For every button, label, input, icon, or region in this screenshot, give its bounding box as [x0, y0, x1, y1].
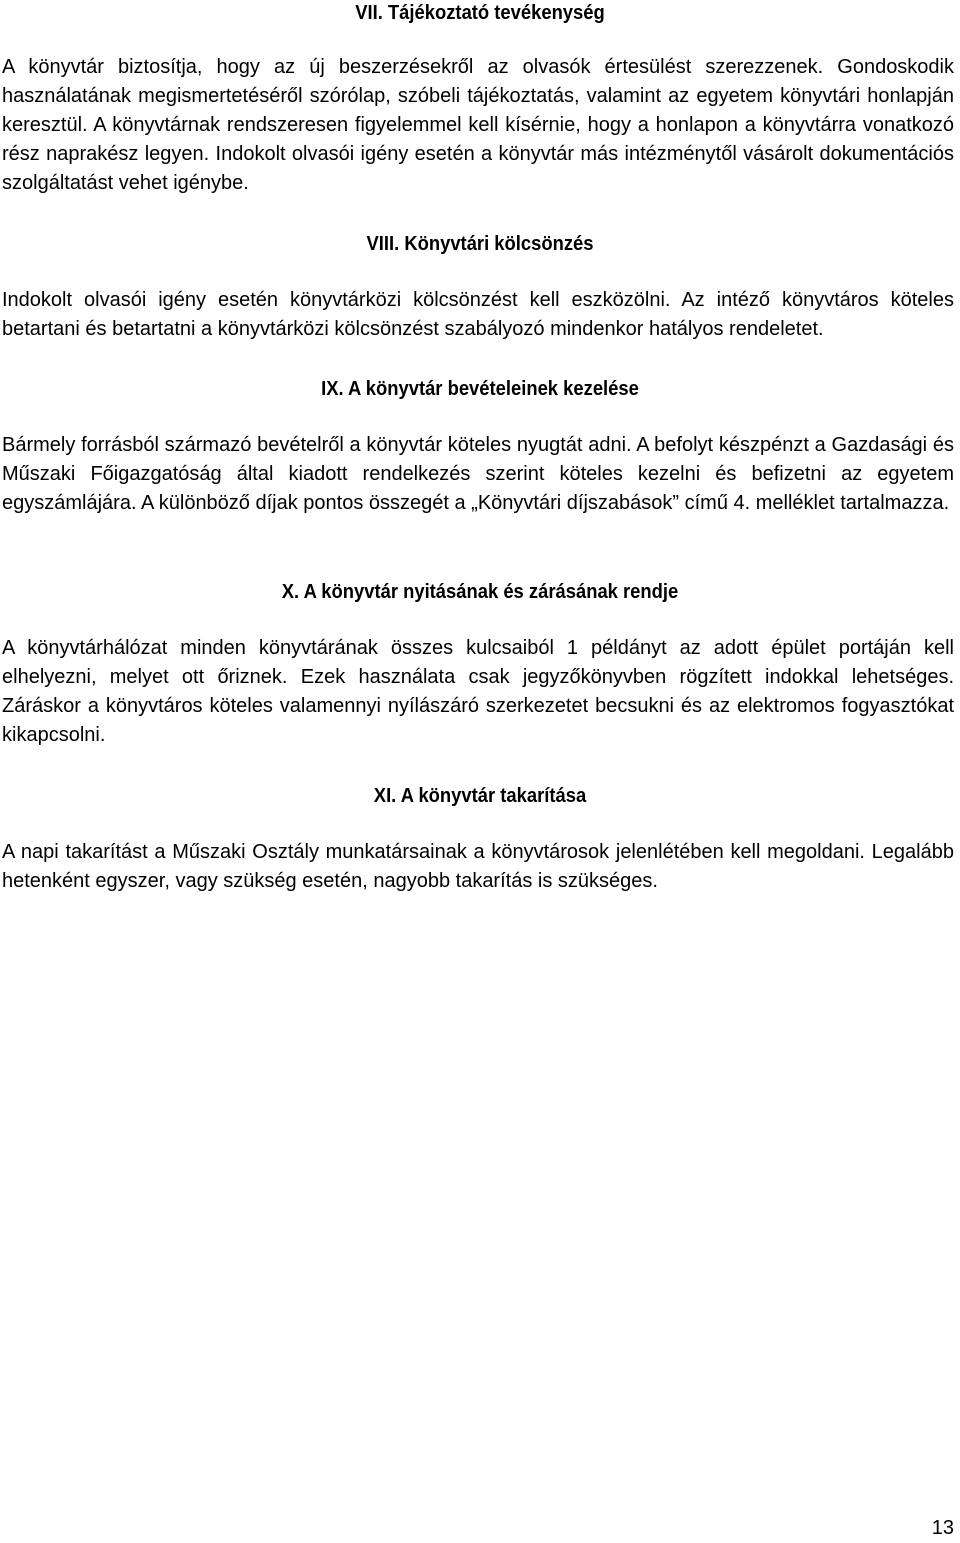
section-body-ix: Bármely forrásból származó bevételről a könyvtár köteles nyugtát adni. A befolyt készpénzt a Gazdasági és Műszaki Főigazgatóság által kiadott rendelkezés szerint köteles kezelni és befizetni az egyetem egyszámlájára. A különböző díjak pontos összegét a „Könyvtári díjszabások” című 4. melléklet tartalmazza.	[2, 434, 954, 514]
section-body-vii: A könyvtár biztosítja, hogy az új beszerzésekről az olvasók értesülést szerezzenek. Gondoskodik használatának megismertetéséről szórólap, szóbeli tájékoztatás, valamint az egyetem könyvtári honlapján keresztül. A könyvtárnak rendszeresen figyelemmel kell kísérnie, hogy a honlapon a könyvtárra vonatkozó rész naprakész legyen. Indokolt olvasói igény esetén a könyvtár más intézménytől vásárolt dokumentációs szolgáltatást vehet igénybe.	[2, 56, 954, 194]
section-body-viii: Indokolt olvasói igény esetén könyvtárközi kölcsönzést kell eszközölni. Az intéző könyvtáros köteles betartani és betartatni a könyvtárközi kölcsönzést szabályozó mindenkor hatályos rendeletet.	[2, 289, 954, 340]
page-number: 13	[931, 1517, 954, 1539]
section-heading-ix: IX. A könyvtár bevételeinek kezelése	[321, 378, 639, 400]
section-heading-vii: VII. Tájékoztató tevékenység	[355, 2, 605, 24]
section-body-xi: A napi takarítást a Műszaki Osztály munkatársainak a könyvtárosok jelenlétében kell megoldani. Legalább hetenként egyszer, vagy szükség esetén, nagyobb takarítás is szükséges.	[2, 841, 954, 892]
section-heading-x: X. A könyvtár nyitásának és zárásának rendje	[281, 581, 679, 603]
section-heading-xi: XI. A könyvtár takarítása	[373, 785, 587, 807]
section-heading-viii: VIII. Könyvtári kölcsönzés	[366, 233, 594, 255]
section-body-x: A könyvtárhálózat minden könyvtárának összes kulcsaiból 1 példányt az adott épület portáján kell elhelyezni, melyet ott őriznek. Ezek használata csak jegyzőkönyvben rögzített indokkal lehetséges. Záráskor a könyvtáros köteles valamennyi nyílászáró szerkezetet becsukni és az elektromos fogyasztókat kikapcsolni.	[2, 637, 954, 746]
